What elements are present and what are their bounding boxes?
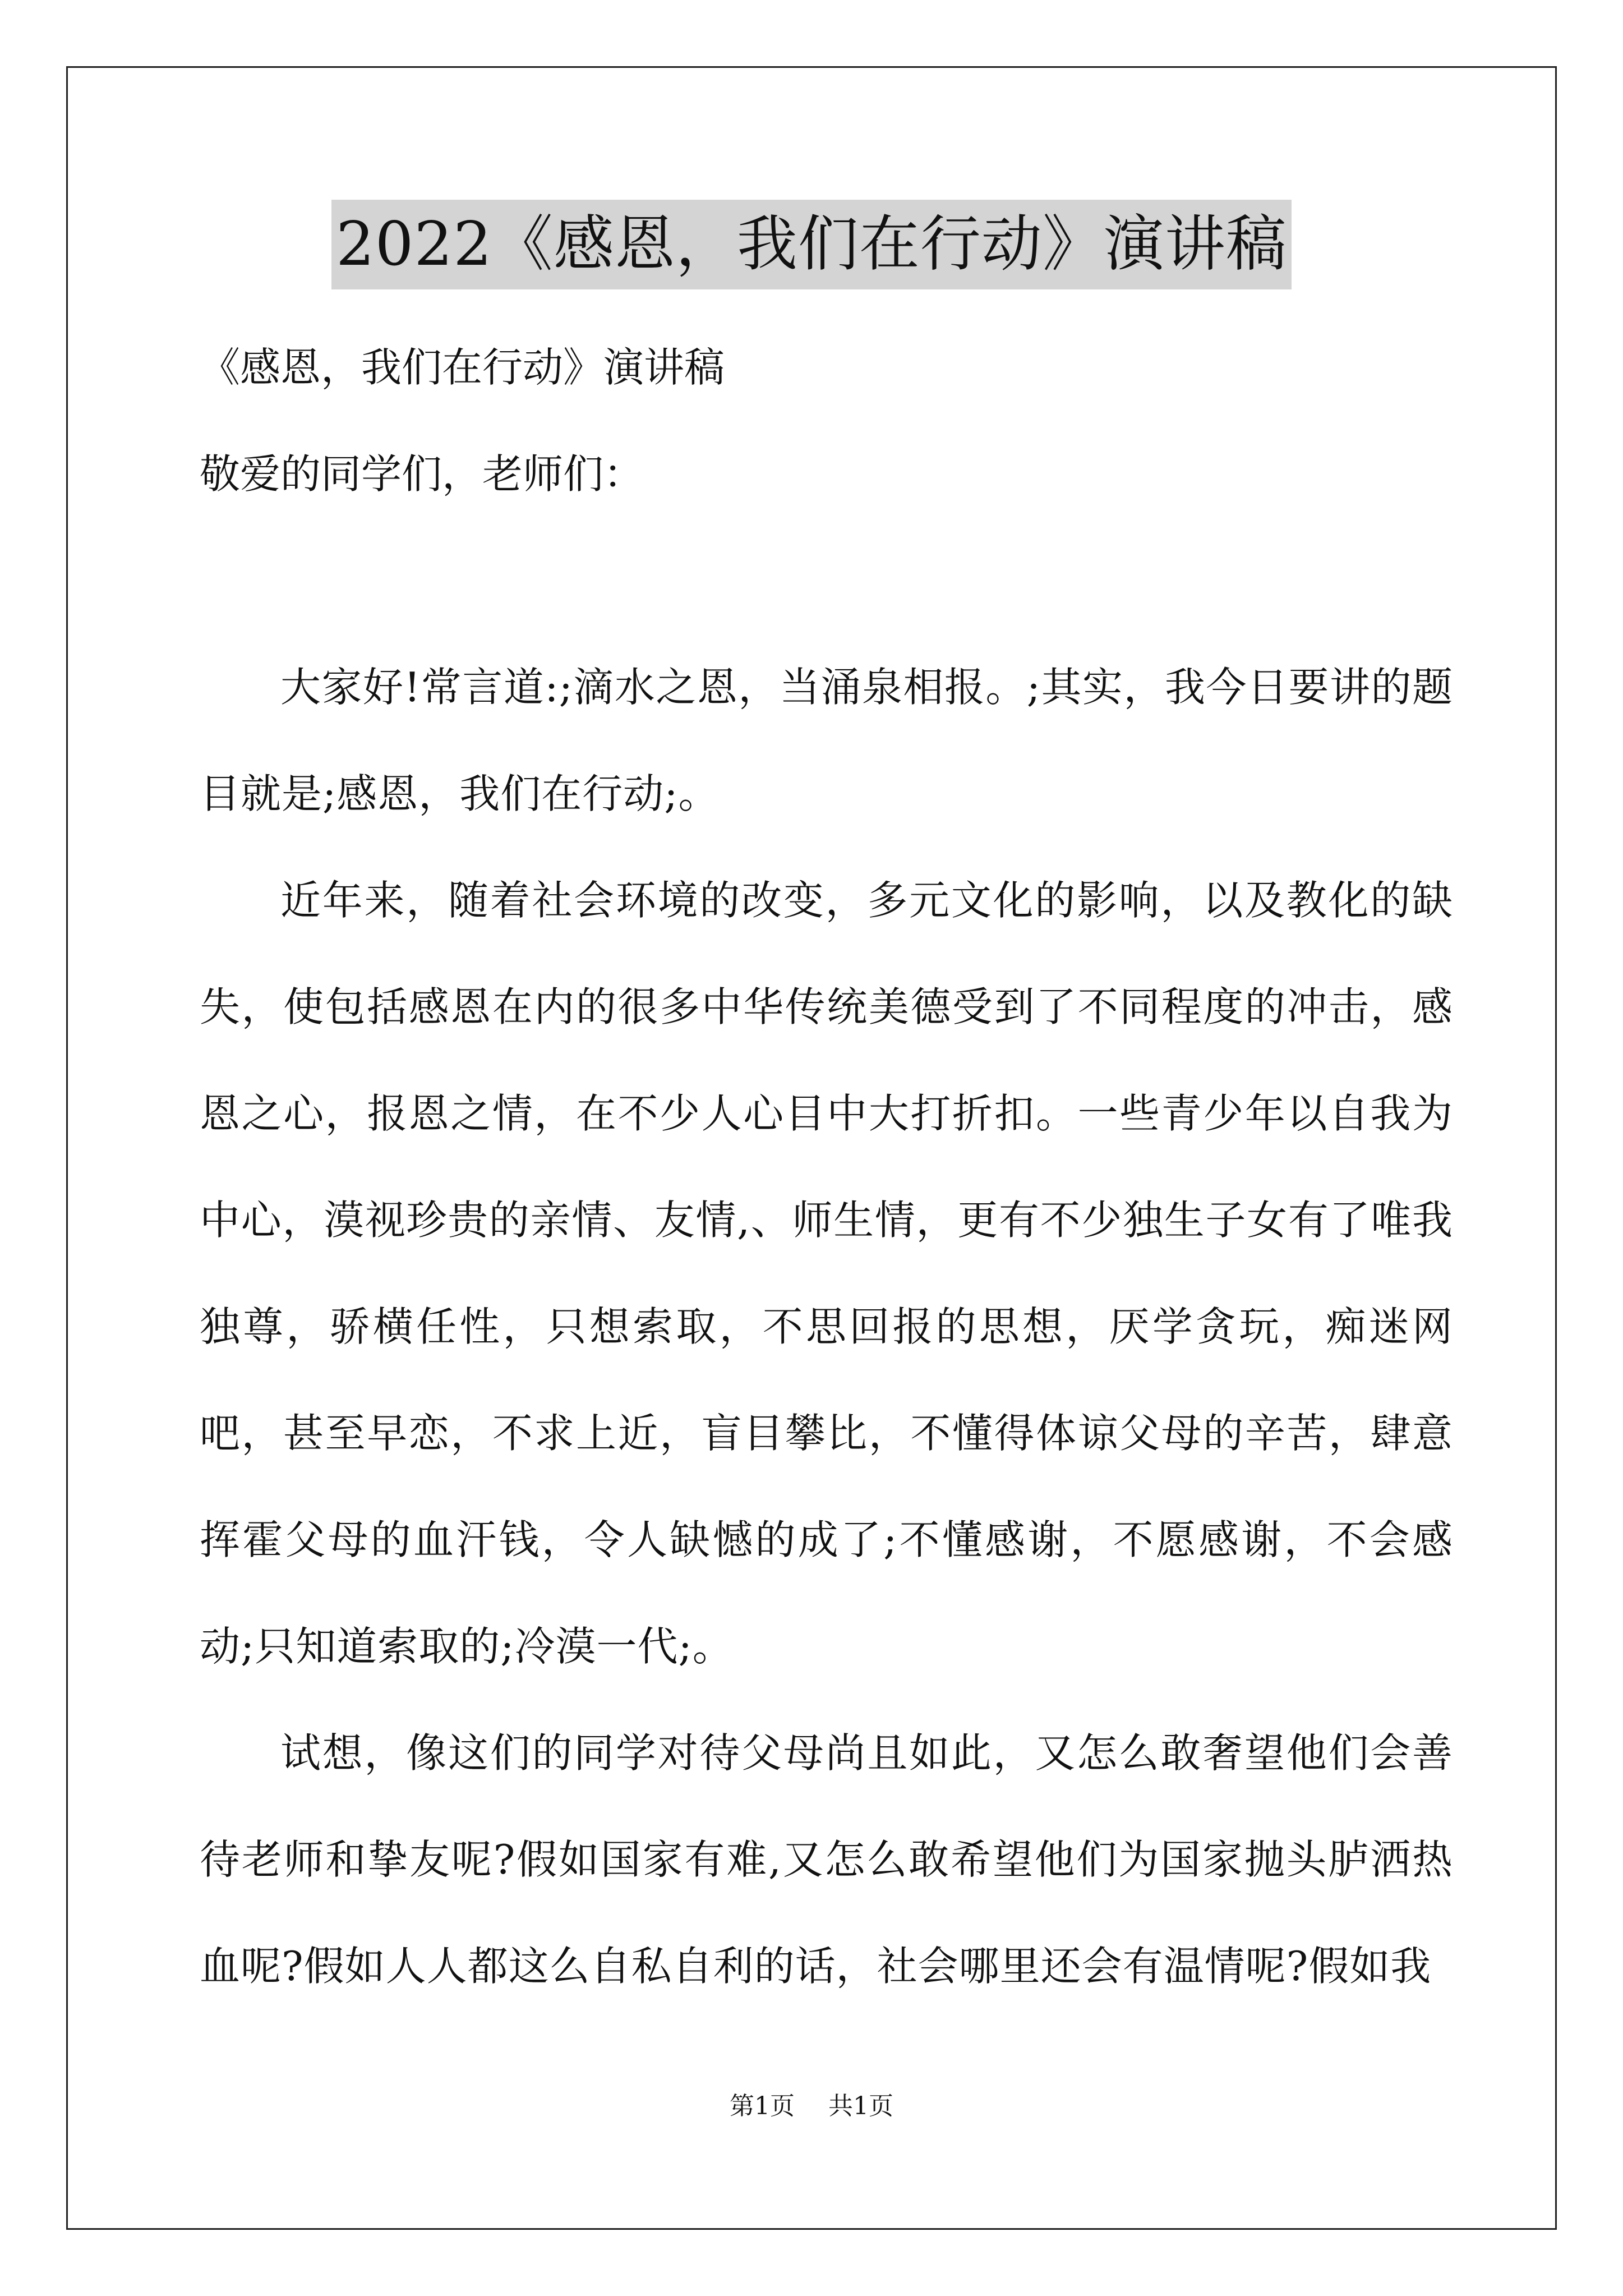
page-footer — [0, 2090, 1623, 2123]
paragraph-3: 试想，像这们的同学对待父母尚且如此，又怎么敢奢望他们会善待老师和挚友呢?假如国家有难,又怎么敢希望他们为国家抛头胪洒热血呢?假如人人都这么自私自利的话，社会哪里还会有温情呢?假如我 — [200, 1729, 1453, 1990]
title-container — [0, 200, 1623, 289]
page-total: 共1页 — [828, 2092, 893, 2120]
salutation: 敬爱的同学们，老师们： — [200, 450, 644, 498]
document-title: 2022《感恩，我们在行动》演讲稿 — [331, 200, 1292, 289]
blank-line — [200, 527, 1453, 634]
page-number: 第1页 — [730, 2092, 795, 2120]
paragraph-1: 大家好!常言道:;滴水之恩，当涌泉相报。;其实，我今日要讲的题目就是;感恩，我们在行动;。 — [200, 664, 1453, 817]
subtitle: 《感恩，我们在行动》演讲稿 — [200, 344, 725, 391]
paragraph-2: 近年来，随着社会环境的改变，多元文化的影响，以及教化的缺失，使包括感恩在内的很多中华传统美德受到了不同程度的冲击，感恩之心，报恩之情，在不少人心目中大打折扣。一些青少年以自我为中心，漠视珍贵的亲情、友情,、师生情，更有不少独生子女有了唯我独尊，骄横任性，只想索取，不思回报的思想，厌学贪玩，痴迷网吧，甚至早恋，不求上近，盲目攀比，不懂得体谅父母的辛苦，肆意挥霍父母的血汗钱，令人缺憾的成了;不懂感谢，不愿感谢，不会感动;只知道索取的;冷漠一代;。 — [200, 877, 1453, 1670]
document-body — [200, 314, 1453, 2019]
